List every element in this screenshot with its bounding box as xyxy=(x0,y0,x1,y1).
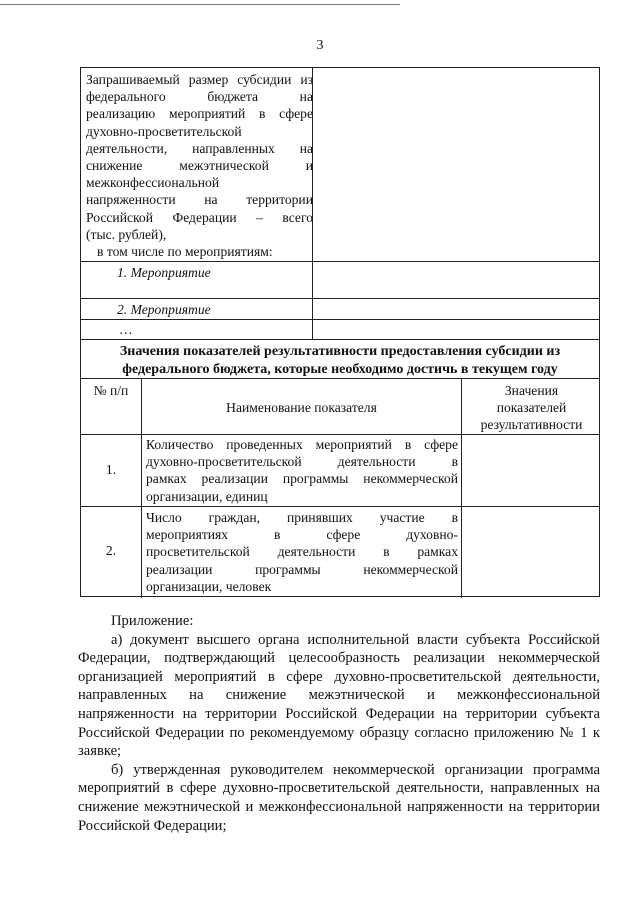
row-line xyxy=(81,339,599,340)
event-2-label: 2. Мероприятие xyxy=(117,302,211,317)
request-line: Российской Федерации – всего xyxy=(86,209,313,225)
row-line xyxy=(81,506,599,507)
subsidy-request-text xyxy=(86,71,313,260)
indicator-line: организации, человек xyxy=(146,578,272,594)
request-line: Запрашиваемый размер субсидии из xyxy=(86,72,313,87)
col-values-line: показателей xyxy=(496,400,567,416)
row-line xyxy=(81,261,599,262)
request-line: федерального бюджета на xyxy=(86,89,313,105)
col-name-header: Наименование показателя xyxy=(226,400,377,415)
indicator-line: просветительской деятельности в рамках xyxy=(146,544,458,560)
request-line: напряженности на территории xyxy=(86,192,313,208)
row-line xyxy=(81,298,599,299)
indicator-line: духовно-просветительской деятельности в xyxy=(146,454,458,470)
page-number: 3 xyxy=(316,38,324,53)
application-table xyxy=(80,67,600,597)
event-1-label: 1. Мероприятие xyxy=(117,265,211,280)
annex-item-b: б) утвержденная руководителем некоммерческой организации программа мероприятий в сфере духовно-просветительской деятельности, направленных на снижение межэтнической и межконфессиональной напряженности на территории Российской Федерации; xyxy=(78,761,600,834)
col-values-line: Значения xyxy=(504,383,559,398)
request-line: деятельности, направленных на xyxy=(86,140,313,156)
indicators-title xyxy=(81,343,599,379)
col-number-header: № п/п xyxy=(93,383,129,398)
row-1-indicator xyxy=(146,436,458,505)
indicator-line: Количество проведенных мероприятий в сфере xyxy=(146,437,458,452)
request-line: снижение межэтнической и xyxy=(86,158,313,174)
event-1 xyxy=(117,264,211,281)
header-rule xyxy=(0,4,400,5)
request-line: межконфессиональной xyxy=(86,175,220,191)
indicators-title-line: федерального бюджета, которые необходимо достичь в текущем году xyxy=(122,362,558,377)
indicator-line: Число граждан, принявших участие в xyxy=(146,510,458,525)
request-line: (тыс. рублей), xyxy=(86,226,167,242)
request-line: духовно-просветительской xyxy=(86,123,242,139)
row-2-indicator xyxy=(146,509,458,595)
col-values-line: результативности xyxy=(480,417,583,433)
indicator-line: мероприятиях в сфере духовно- xyxy=(146,527,458,543)
row-1-number: 1. xyxy=(105,462,117,477)
annex-heading: Приложение: xyxy=(111,613,194,629)
event-2 xyxy=(117,301,211,318)
col-values-header xyxy=(462,382,601,434)
row-line xyxy=(81,319,599,320)
annex-section xyxy=(78,612,600,835)
indicators-title-line: Значения показателей результативности предоставления субсидии из xyxy=(119,344,561,359)
row-line xyxy=(81,434,599,435)
indicator-line: организации, единиц xyxy=(146,488,268,504)
request-including: в том числе по мероприятиям: xyxy=(97,244,273,260)
indicator-line: рамках реализации программы некоммерческой xyxy=(146,471,458,487)
indicator-line: реализации программы некоммерческой xyxy=(146,561,458,577)
annex-item-a: а) документ высшего органа исполнительной власти субъекта Российской Федерации, подтверждающий целесообразность реализации некоммерческой организацией мероприятий в сфере духовно-просветительской деятельности, направленных на снижение межэтнической и межконфессиональной напряженности на территории Российской Федерации на территории субъекта Российской Федерации по рекомендуемому образцу согласно приложению № 1 к заявке; xyxy=(78,631,600,760)
event-ellipsis: … xyxy=(119,322,133,337)
row-2-number: 2. xyxy=(105,543,117,558)
request-line: реализацию мероприятий в сфере xyxy=(86,106,313,122)
